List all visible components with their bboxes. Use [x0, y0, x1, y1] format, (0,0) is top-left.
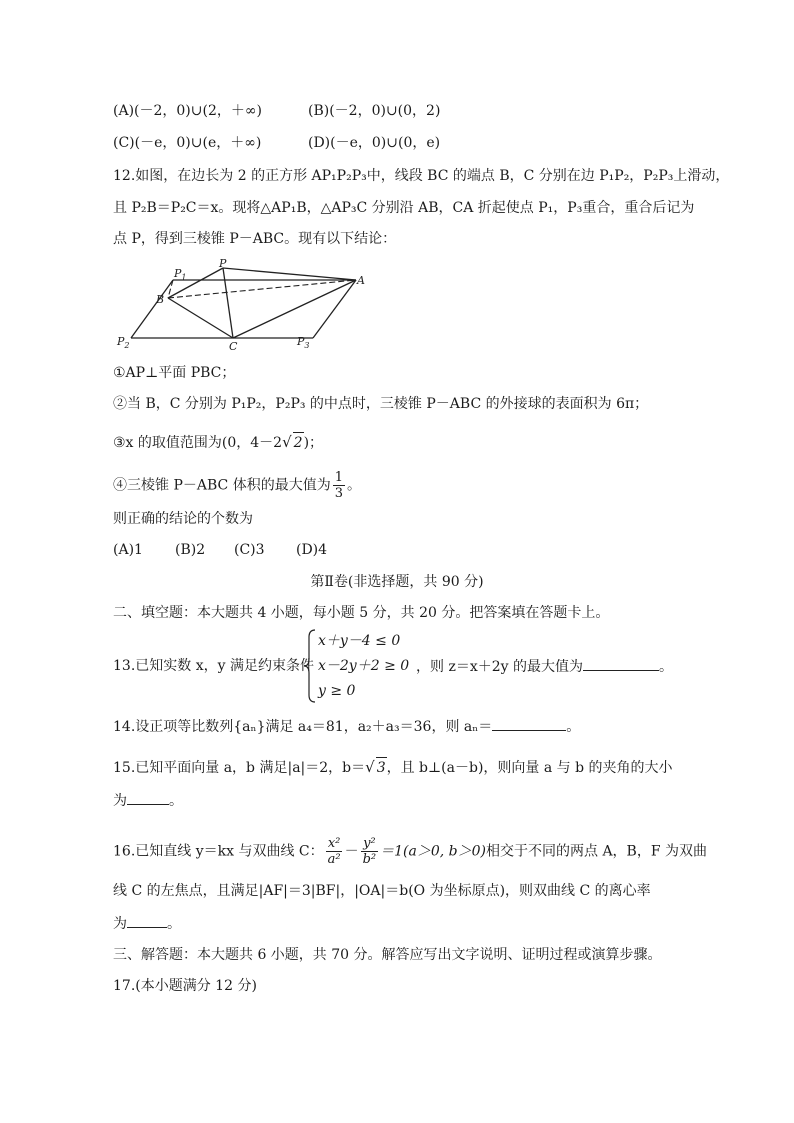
q16-l1-pre: 16.已知直线 y＝kx 与双曲线 C：: [113, 843, 324, 860]
c3-post: )；: [303, 435, 324, 451]
edge-p-c: [223, 268, 233, 338]
q12-option-b: (B)2: [175, 542, 206, 558]
q16-minus: －: [344, 843, 359, 860]
q16-l1-post: 相交于不同的两点 A，B，F 为双曲: [486, 843, 708, 860]
c3-pre: ③x 的取值范围为(0，4－2: [113, 435, 283, 451]
q16-frac1-num: x²: [327, 836, 341, 851]
q11-option-b: (B)(－2，0)∪(0，2): [308, 103, 441, 119]
edge-p-a: [223, 268, 356, 280]
edge-c-a: [233, 280, 356, 338]
q15-root: 3: [376, 757, 387, 778]
c4-post: 。: [346, 477, 361, 494]
pyramid-figure: [113, 258, 373, 358]
q16-line3: [113, 913, 181, 934]
section3-heading: 三、解答题：本大题共 6 小题，共 70 分。解答应写出文字说明、证明过程或演算步骤。: [113, 947, 662, 963]
c4-num: 1: [334, 470, 343, 485]
q15-l1-post: ，且 b⊥(a－b)，则向量 a 与 b 的夹角的大小: [386, 760, 673, 776]
c3-root: 2: [293, 432, 304, 453]
edge-p3-a: [313, 280, 356, 338]
label-c: C: [229, 340, 238, 353]
q14-line: [113, 716, 580, 737]
q16-line1: [113, 836, 707, 867]
q17-heading: 17.(本小题满分 12 分): [113, 978, 257, 994]
q12-conclusion-1: ①AP⊥平面 PBC；: [113, 365, 236, 381]
section2-heading: 二、填空题：本大题共 4 小题，每小题 5 分，共 20 分。把答案填在答题卡上。: [113, 605, 610, 621]
q12-option-a: (A)1: [113, 542, 143, 558]
label-p3: $P_3$: [297, 335, 310, 350]
c4-den: 3: [334, 486, 343, 501]
q16-frac-x: [326, 836, 343, 867]
label-p1: $P_1$: [174, 267, 187, 282]
q16-frac2-den: b²: [362, 852, 377, 867]
left-brace: [303, 629, 317, 703]
q13-constraint-2: x－2y＋2 ≥ 0: [318, 658, 410, 674]
label-p2: $P_2$: [117, 335, 130, 350]
q14-end: 。: [566, 719, 581, 735]
sqrt-symbol: √: [365, 758, 375, 776]
q11-option-c: (C)(－e，0)∪(e，＋∞): [113, 135, 262, 151]
fraction-one-third: [333, 470, 345, 501]
q13-post-text: ，则 z＝x＋2y 的最大值为: [416, 659, 583, 675]
label-b: B: [156, 293, 165, 306]
q14-text: 14.设正项等比数列{aₙ}满足 a₄＝81，a₂＋a₃＝36，则 aₙ＝: [113, 719, 493, 735]
part2-title: 第Ⅱ卷(非选择题，共 90 分): [310, 574, 484, 590]
q16-l3-end: 。: [167, 916, 181, 932]
q16-l3-pre: 为: [113, 916, 127, 932]
q12-conclusion-3: [113, 432, 323, 453]
q11-option-a: (A)(－2，0)∪(2，＋∞): [113, 103, 262, 119]
q16-frac1-den: a²: [327, 852, 341, 867]
q11-option-d: (D)(－e，0)∪(0，e): [308, 135, 441, 151]
q13-constraint-3: y ≥ 0: [318, 683, 356, 699]
q12-line2: 且 P₂B＝P₂C＝x。现将△AP₁B，△AP₃C 分别沿 AB，CA 折起使点 P₁，P₃重合，重合后记为: [113, 200, 695, 216]
q13-end: 。: [659, 659, 673, 675]
q12-line3: 点 P，得到三棱锥 P－ABC。现有以下结论：: [113, 231, 397, 247]
q12-ask: 则正确的结论的个数为: [113, 511, 253, 527]
q12-line1: 12.如图，在边长为 2 的正方形 AP₁P₂P₃中，线段 BC 的端点 B，C 分别在边 P₁P₂，P₂P₃上滑动，: [113, 168, 730, 184]
q16-answer-blank: [127, 913, 167, 928]
q16-frac-y: [361, 836, 379, 867]
q15-l2-pre: 为: [113, 793, 127, 809]
q16-line2: 线 C 的左焦点，且满足|AF|＝3|BF|，|OA|＝b(O 为坐标原点)，则双曲线 C 的离心率: [113, 883, 651, 899]
q15-l2-end: 。: [169, 793, 183, 809]
q12-option-c: (C)3: [234, 542, 265, 558]
q14-answer-blank: [492, 716, 566, 731]
q13-pre: 13.已知实数 x，y 满足约束条件: [113, 658, 314, 674]
c4-pre: ④三棱锥 P－ABC 体积的最大值为: [113, 477, 331, 494]
q15-answer-blank: [127, 790, 169, 805]
q12-option-d: (D)4: [296, 542, 328, 558]
q12-conclusion-4: [113, 470, 361, 501]
q16-eq: ＝1(a＞0, b＞0): [380, 843, 486, 860]
q15-l1-pre: 15.已知平面向量 a，b 满足|a|＝2，b＝: [113, 760, 366, 776]
q16-frac2-num: y²: [363, 836, 376, 851]
q13-constraint-1: x＋y－4 ≤ 0: [318, 633, 401, 649]
label-a: A: [357, 274, 365, 287]
edge-b-c: [168, 298, 233, 338]
q13-post: [416, 656, 673, 677]
sqrt-symbol: √: [282, 433, 292, 451]
q13-answer-blank: [583, 656, 659, 671]
q12-conclusion-2: ②当 B，C 分别为 P₁P₂，P₂P₃ 的中点时，三棱锥 P－ABC 的外接球的表面积为 6π；: [113, 396, 649, 412]
q15-line1: [113, 757, 673, 778]
edge-p1-p2: [131, 280, 173, 338]
label-p: P: [219, 258, 227, 270]
q15-line2: [113, 790, 183, 811]
